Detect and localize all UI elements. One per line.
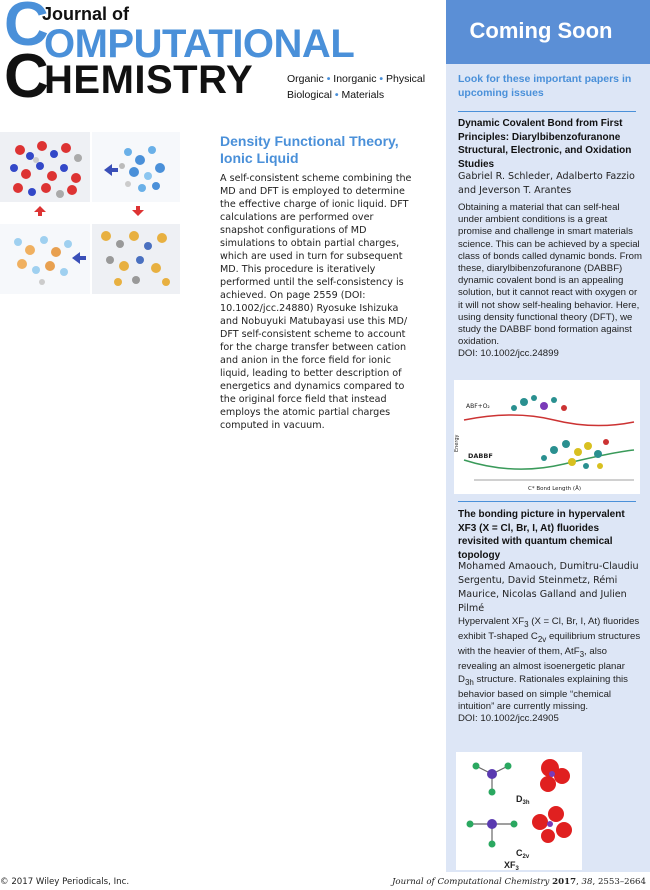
coming-soon-banner	[446, 0, 650, 64]
fig-xf3-label: $XF_3$	[504, 860, 519, 870]
molecular-cluster-figure	[0, 132, 180, 294]
dabbf-energy-figure	[454, 380, 640, 494]
xf3-structures-figure	[456, 752, 582, 870]
fig-abf-label: ABF+O₂	[466, 403, 490, 410]
fig-d3h-label: $D_{3h}$	[516, 794, 530, 806]
upcoming-article-1-title: Dynamic Covalent Bond from First Principles: Diarylbibenzofuranone Structural, Electronic, and Oxidation Studies	[458, 118, 632, 170]
md-dft-cycle-figure	[0, 132, 180, 294]
article-2-doi: DOI: 10.1002/jcc.24905	[458, 713, 559, 725]
masthead-c-letter-2: C	[4, 42, 49, 111]
subject-biological: Biological	[287, 89, 332, 101]
subject-materials: Materials	[341, 89, 385, 101]
feature-article-title: Density Functional Theory, Ionic Liquid	[220, 133, 399, 166]
coming-soon-sidebar	[446, 0, 650, 872]
footer-copyright: © 2017 Wiley Periodicals, Inc.	[0, 877, 130, 887]
fig-axis-label: C* Bond Length (Å)	[528, 486, 581, 492]
masthead-chemistry: HEMISTRY	[44, 58, 254, 102]
footer-citation: Journal of Computational Chemistry 2017, 38, 2553–2664	[391, 877, 646, 887]
feature-article-body: A self-consistent scheme combining the MD and DFT is employed to determine the effective charge of ionic liquid. DFT calculations are performed over snapshot configurations of MD simulations to obtain partial charges, which are used in turn for subsequent MD. This procedure is iteratively performed until the self-consistency is achieved. On page 2559 (DOI: 10.1002/jcc.24880) Ryosuke Ishizuka and Nobuyuki Matubayasi use this MD/ DFT self-consistent scheme to account for the charge transfer between cation and anion in the force field for ionic liquid, leading to better description of energetics and dynamics compared to the original force field that instead employs the atomic partial charges computed in vacuum.	[220, 173, 412, 431]
footer-volume: 38	[581, 877, 593, 887]
upcoming-article-2-title: The bonding picture in hypervalent XF3 (X = Cl, Br, I, At) fluorides revisited with quantum chemical topology	[458, 509, 625, 561]
article-1-doi: DOI: 10.1002/jcc.24899	[458, 348, 559, 360]
upcoming-article-1-authors: Gabriel R. Schleder, Adalberto Fazzio and Jeverson T. Arantes	[458, 171, 635, 196]
masthead-computational: OMPUTATIONAL	[44, 22, 355, 66]
subject-organic: Organic	[287, 73, 324, 85]
masthead-journal-of: Journal of	[42, 4, 130, 24]
journal-masthead	[0, 0, 440, 112]
upcoming-article-2-abstract: Hypervalent $XF_3$ (X = Cl, Br, I, At) fluorides exhibit T-shaped $C_{2v}$ equilibrium structures with the heavier of them, AtF$_3$, also revealing an almost isoenergetic planar $D_{3h}$ structure. Rationales explaining this behavior based on simple “chemical intuition” are currently missing. DOI: 10.1002/jcc.24905	[458, 616, 641, 725]
subject-physical: Physical	[386, 73, 426, 85]
upcoming-article-1-abstract	[458, 202, 642, 361]
divider	[458, 501, 636, 502]
abstract-text: Obtaining a material that can self-heal under ambient conditions is a great promise and challenge in smart materials science. This can be achieved by a special class of bonds called dynamic bonds. From these, diarylbibenzofuranone (DABBF) dynamic covalent bond is an appealing solution, but it cannot react with oxygen or it will not show self-healing behavior. Here, using density functional theory (DFT), we study the DABBF bond formation against oxidation.	[458, 202, 642, 348]
coming-soon-heading: Coming Soon	[469, 18, 613, 43]
footer-year: 2017	[552, 877, 577, 887]
footer-journal: Journal of Computational Chemistry	[391, 877, 550, 887]
masthead-subjects: Organic • Inorganic • Physical Biological • Materials	[287, 73, 426, 101]
upcoming-subheading: Look for these important papers in upcoming issues	[458, 73, 632, 99]
masthead-c-letter: C	[4, 0, 49, 59]
fig-c2v-label: $C_{2v}$	[516, 848, 530, 860]
divider	[458, 111, 636, 112]
footer-pages: 2553–2664	[597, 877, 646, 887]
fig-dabbf-label: DABBF	[468, 452, 493, 460]
upcoming-article-2-authors: Mohamed Amaouch, Dumitru-Claudiu Sergentu, David Steinmetz, Rémi Maurice, Nicolas Galland and Julien Pilmé	[458, 561, 639, 614]
subject-inorganic: Inorganic	[333, 73, 377, 85]
fig-energy-label: Energy	[454, 434, 460, 452]
